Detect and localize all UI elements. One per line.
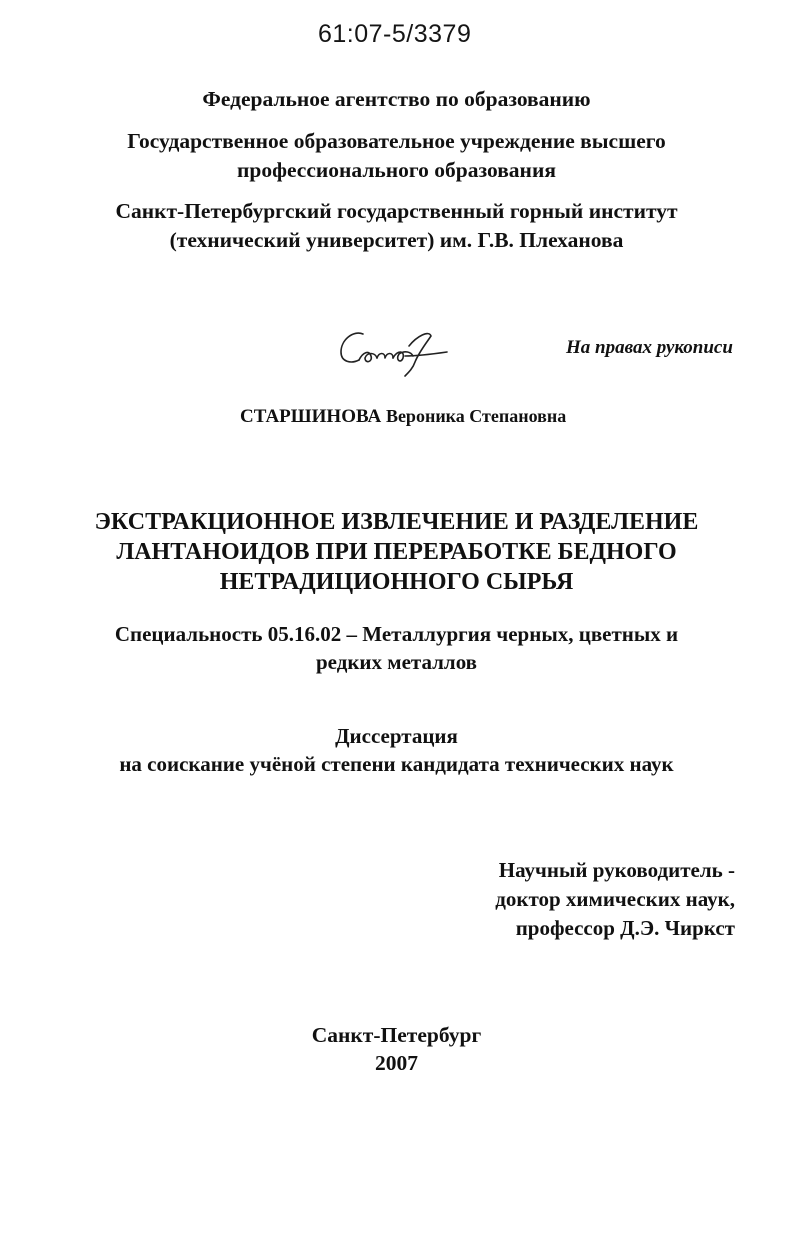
specialty: [0, 620, 793, 676]
degree-description: на соискание учёной степени кандидата технических наук: [119, 752, 674, 776]
institution-type: [0, 127, 793, 185]
rights-note: На правах рукописи: [566, 337, 733, 358]
author-name: [240, 406, 566, 428]
agency-name: Федеральное агентство по образованию: [202, 87, 591, 111]
supervisor-line-3: профессор Д.Э. Чиркст: [515, 916, 735, 940]
institution-name: [0, 197, 793, 255]
handwritten-signature: [335, 322, 455, 378]
institution-type-line-1: Государственное образовательное учреждение высшего: [127, 129, 666, 153]
dissertation-degree: [0, 722, 793, 778]
institution-name-line-2: (технический университет) им. Г.В. Плеханова: [169, 228, 624, 252]
institution-name-line-1: Санкт-Петербургский государственный горный институт: [115, 199, 678, 223]
title-line-3: НЕТРАДИЦИОННОГО СЫРЬЯ: [219, 569, 574, 595]
specialty-line-2: редких металлов: [315, 650, 478, 674]
author-surname: СТАРШИНОВА: [240, 406, 382, 427]
supervisor-line-2: доктор химических наук,: [495, 887, 735, 911]
city: Санкт-Петербург: [311, 1023, 482, 1047]
institution-type-line-2: профессионального образования: [237, 158, 556, 182]
specialty-line-1: Специальность 05.16.02 – Металлургия черных, цветных и: [114, 622, 679, 646]
title-line-1: ЭКСТРАКЦИОННОЕ ИЗВЛЕЧЕНИЕ И РАЗДЕЛЕНИЕ: [94, 509, 699, 535]
author-given-name: Вероника Степановна: [385, 406, 567, 426]
dissertation-label: Диссертация: [335, 724, 458, 748]
supervisor-line-1: Научный руководитель -: [498, 858, 735, 882]
catalog-number: 61:07-5/3379: [318, 20, 472, 48]
dissertation-title: [0, 507, 793, 597]
city-year: [0, 1021, 793, 1077]
year: 2007: [375, 1051, 418, 1075]
supervisor-block: [400, 856, 735, 943]
title-line-2: ЛАНТАНОИДОВ ПРИ ПЕРЕРАБОТКЕ БЕДНОГО: [116, 539, 677, 565]
